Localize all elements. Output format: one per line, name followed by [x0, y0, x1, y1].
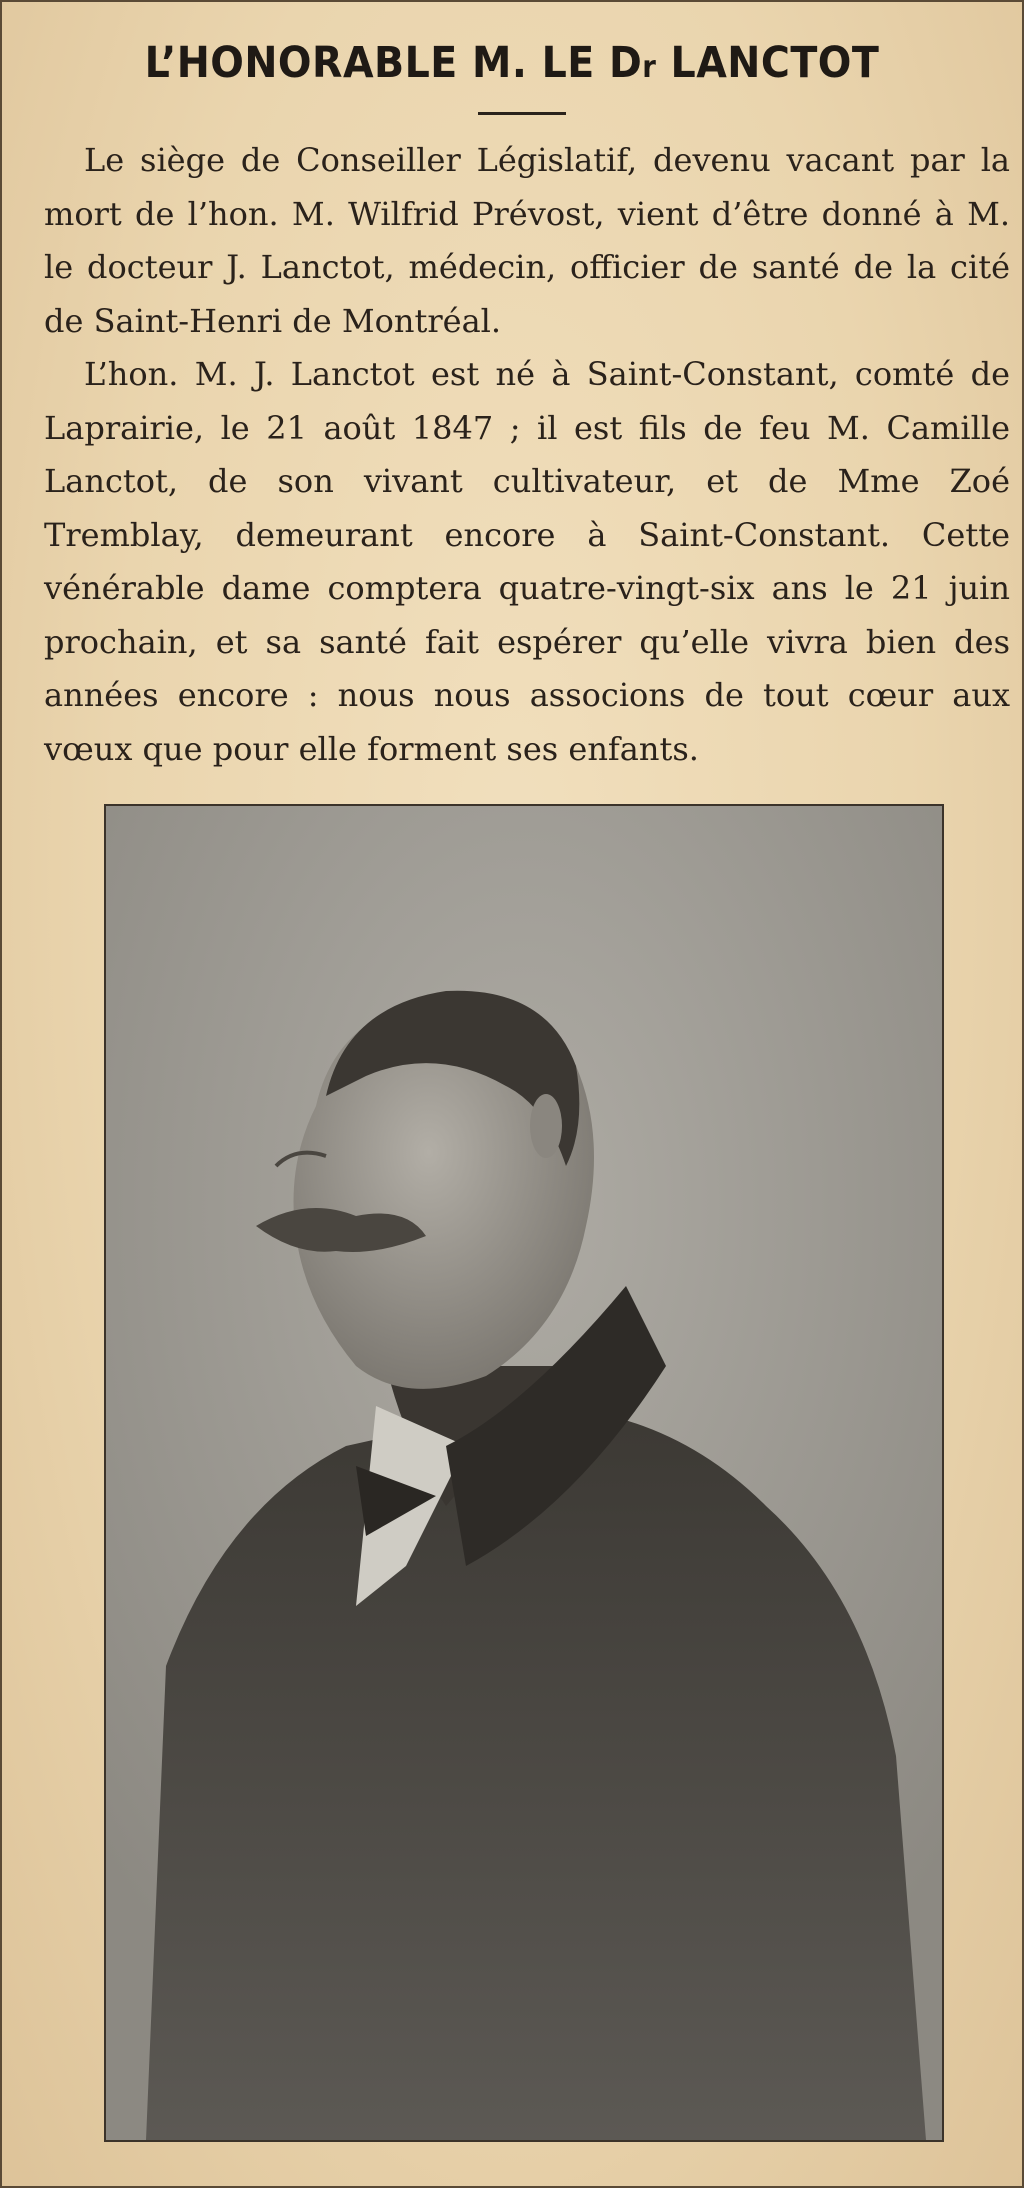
paragraph-1: Le siège de Conseiller Législatif, devenu vacant par la mort de l’hon. M. Wilfrid Prévost, vient d’être donné à M. le docteur J. Lanctot, médecin, officier de santé de la cité de Saint-Henri de Montréal. [44, 141, 1010, 340]
headline-end: LANCTOT [656, 38, 880, 88]
portrait-photo [104, 804, 944, 2142]
headline-superscript: r [642, 50, 657, 85]
headline-main: L’HONORABLE M. LE D [144, 38, 643, 88]
headline-rule [478, 112, 566, 115]
paragraph-2: L’hon. M. J. Lanctot est né à Saint-Constant, comté de Laprairie, le 21 août 1847 ; il est fils de feu M. Camille Lanctot, de son vivant cultivateur, et de Mme Zoé Tremblay, demeurant encore à Saint-Constant. Cette vénérable dame comptera quatre-vingt-six ans le 21 juin prochain, et sa santé fait espérer qu’elle vivra bien des années encore : nous nous associons de tout cœur aux vœux que pour elle forment ses enfants. [44, 355, 1010, 768]
ear-shape [530, 1094, 562, 1158]
portrait-illustration [106, 806, 942, 2140]
article-headline [41, 38, 983, 88]
article-body [44, 134, 1010, 776]
